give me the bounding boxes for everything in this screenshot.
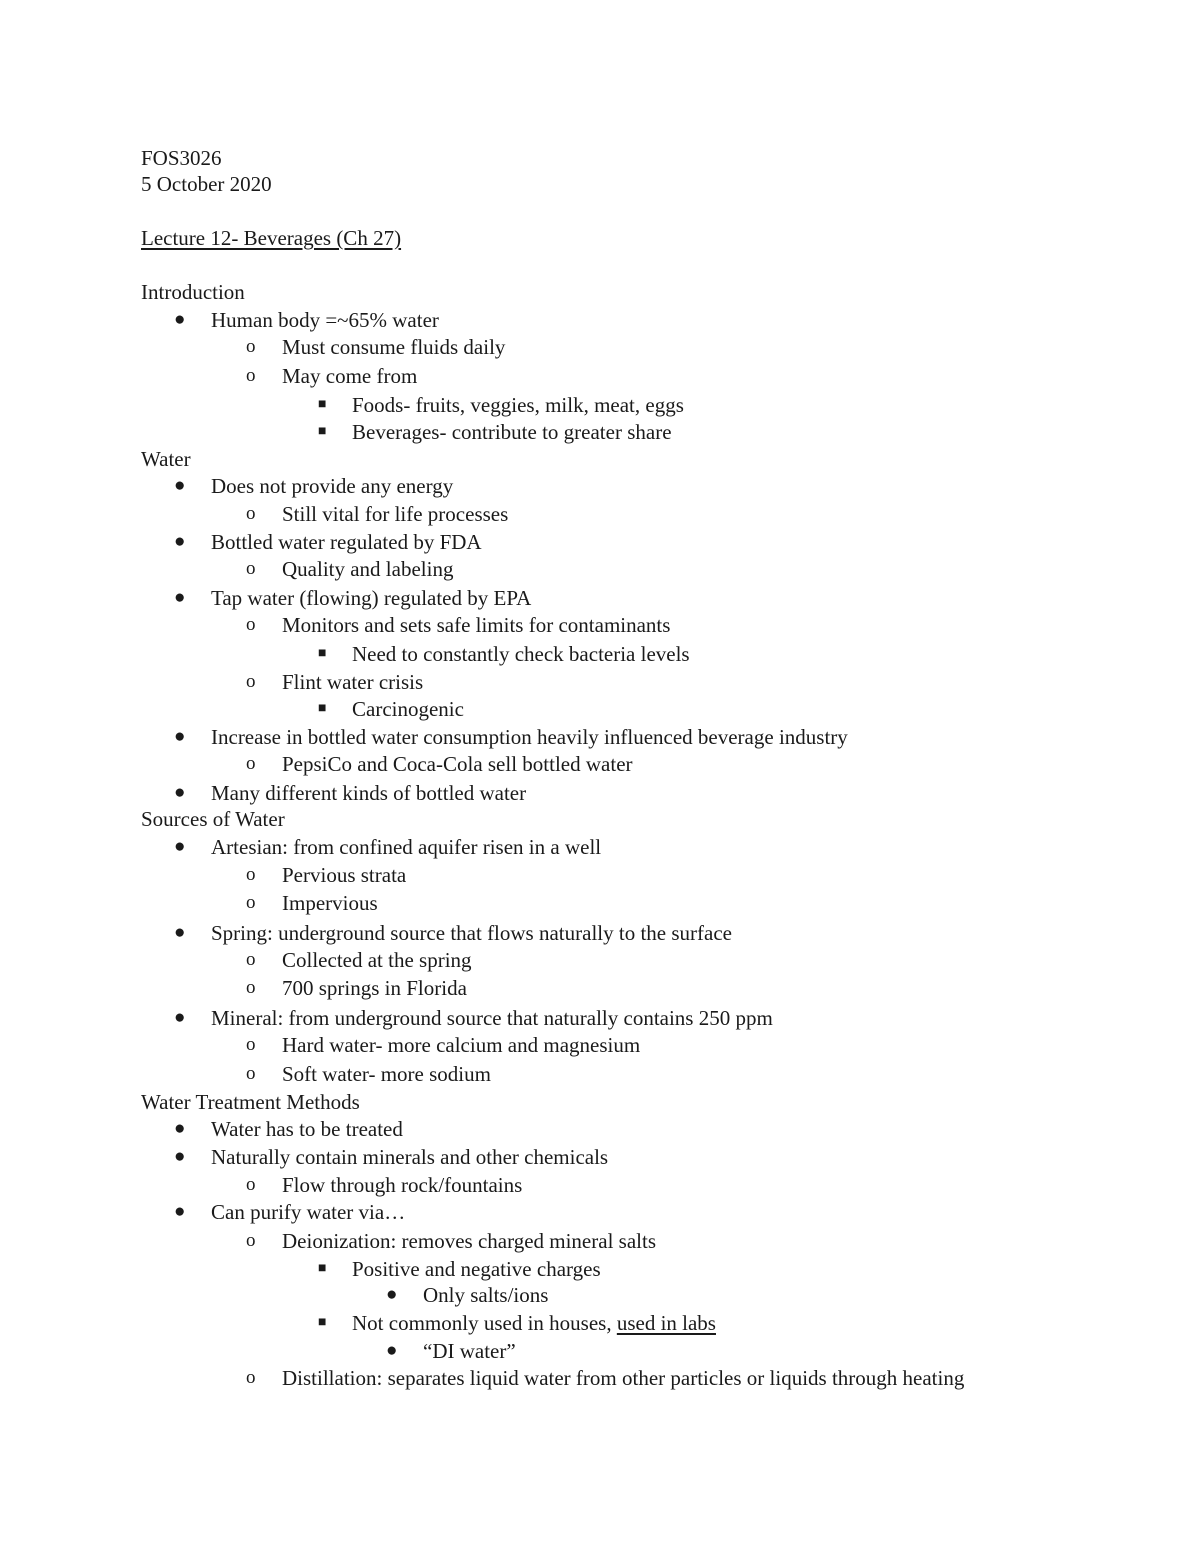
- bullet-dot-icon: ●: [174, 1146, 186, 1167]
- bullet-circle-icon: o: [246, 503, 256, 524]
- bullet-dot-icon: ●: [174, 309, 186, 330]
- bullet-dot-icon: ●: [174, 531, 186, 552]
- bullet-square-icon: ■: [318, 701, 327, 716]
- bullet-circle-icon: o: [246, 892, 256, 913]
- bullet-dot-icon: ●: [174, 1201, 186, 1222]
- bullet-dot-icon: ●: [174, 587, 186, 608]
- bullet-circle-icon: o: [246, 753, 256, 774]
- bullet-square-icon: ■: [318, 1315, 327, 1330]
- bullet-circle-icon: o: [246, 558, 256, 579]
- bullet-circle-icon: o: [246, 1230, 256, 1251]
- bullet-circle-icon: o: [246, 864, 256, 885]
- bullet-circle-icon: o: [246, 1174, 256, 1195]
- bullet-square-icon: ■: [318, 424, 327, 439]
- bullet-square-icon: ■: [318, 1261, 327, 1276]
- bullet-circle-icon: o: [246, 977, 256, 998]
- bullet-circle-icon: o: [246, 1063, 256, 1084]
- bullet-circle-icon: o: [246, 1367, 256, 1388]
- bullet-square-icon: ■: [318, 397, 327, 412]
- bullet-circle-icon: o: [246, 1034, 256, 1055]
- bullet-circle-icon: o: [246, 336, 256, 357]
- bullet-dot-icon: ●: [174, 1007, 186, 1028]
- document-page: FOS3026 5 October 2020 Lecture 12- Beverages (Ch 27) Introduction ● Human body =~65% water o Must consume fluids daily o May come from ■ Foods- fruits, veggies, milk, meat, eggs ■ Beverages- contribute to greater share Water ● Does not provide any energy o Still vital for life processes ● Bottled water regulated by FDA o Quality and labeling ● Tap water (flowing) regulated by EPA o Monitors and sets safe limits for contaminants ■ Need to constantly check bacteria levels o Flint water crisis ■ Carcinogenic ● Increase in bottled water consumption heavily influenced beverage industry o PepsiCo and Coca-Cola sell bottled water ● Many different kinds of bottled water Sources of Water ● Artesian: from confined aquifer risen in a well o Pervious strata o Impervious ● Spring: underground source that flows naturally to the surface o Collected at the spring o 700 springs in Florida ● Mineral: from underground source that naturally contains 250 ppm o Hard water- more calcium and magnesium o Soft water- more sodium Water Treatment Methods ● Water has to be treated ● Naturally contain minerals and other chemicals o Flow through rock/fountains ● Can purify water via… o Deionization: removes charged mineral salts ■ Positive and negative charges ● Only salts/ions ■ Not commonly used in houses, used in labs ● “DI water” o Distillation: separates liquid water from other particles or liquids through heating: [141, 146, 965, 1390]
- bullet-dot-icon: ●: [174, 922, 186, 943]
- bullet-dot-icon: ●: [174, 726, 186, 747]
- bullet-circle-icon: o: [246, 671, 256, 692]
- bullet-dot-icon: ●: [174, 1118, 186, 1139]
- bullet-dot-icon: ●: [386, 1340, 398, 1361]
- bullet-dot-icon: ●: [174, 782, 186, 803]
- bullet-dot-icon: ●: [386, 1284, 398, 1305]
- bullet-square-icon: ■: [318, 646, 327, 661]
- bullet-dot-icon: ●: [174, 836, 186, 857]
- bullet-circle-icon: o: [246, 614, 256, 635]
- bullet-dot-icon: ●: [174, 475, 186, 496]
- bullet-circle-icon: o: [246, 949, 256, 970]
- bullet-circle-icon: o: [246, 365, 256, 386]
